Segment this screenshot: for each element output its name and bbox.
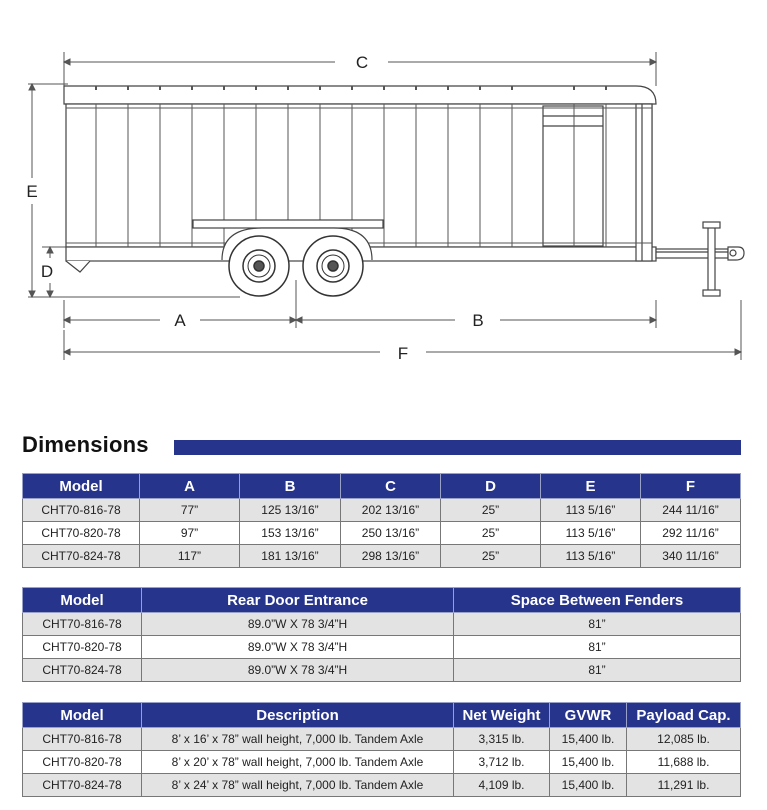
tongue-and-jack <box>656 222 744 296</box>
table-cell: 113 5/16” <box>541 545 641 568</box>
column-header: GVWR <box>550 703 627 728</box>
table-cell: 8’ x 20’ x 78” wall height, 7,000 lb. Tandem Axle <box>142 751 454 774</box>
heading-accent-bar <box>174 440 741 455</box>
table-cell: 12,085 lb. <box>627 728 741 751</box>
column-header: Model <box>23 474 140 499</box>
column-header: Space Between Fenders <box>454 588 741 613</box>
table-cell: 8’ x 24’ x 78” wall height, 7,000 lb. Tandem Axle <box>142 774 454 797</box>
table-cell: 202 13/16” <box>341 499 441 522</box>
weight-table <box>22 702 741 797</box>
front-wheel-icon <box>303 236 363 296</box>
table-cell: 292 11/16” <box>641 522 741 545</box>
table-row <box>23 728 741 751</box>
table-cell: 8’ x 16’ x 78” wall height, 7,000 lb. Tandem Axle <box>142 728 454 751</box>
dimension-label-a: A <box>174 311 186 330</box>
table-cell: 25” <box>441 522 541 545</box>
table-cell: 97” <box>140 522 240 545</box>
column-header: Model <box>23 588 142 613</box>
table-cell: 89.0”W X 78 3/4”H <box>142 659 454 682</box>
table-cell: CHT70-816-78 <box>23 613 142 636</box>
dimension-label-e: E <box>26 182 38 201</box>
table-cell: 3,712 lb. <box>454 751 550 774</box>
table-cell: 89.0”W X 78 3/4”H <box>142 636 454 659</box>
table-cell: 25” <box>441 499 541 522</box>
door-fender-table <box>22 587 741 682</box>
table-header-row <box>23 703 741 728</box>
column-header: Rear Door Entrance <box>142 588 454 613</box>
rear-wheel-icon <box>229 236 289 296</box>
table-cell: 181 13/16” <box>240 545 341 568</box>
table-cell: 15,400 lb. <box>550 751 627 774</box>
table-cell: 4,109 lb. <box>454 774 550 797</box>
table-header-row <box>23 474 741 499</box>
table-cell: 15,400 lb. <box>550 728 627 751</box>
table-cell: 3,315 lb. <box>454 728 550 751</box>
table-cell: CHT70-824-78 <box>23 774 142 797</box>
table-cell: 77” <box>140 499 240 522</box>
column-header: F <box>641 474 741 499</box>
column-header: Model <box>23 703 142 728</box>
table-cell: CHT70-824-78 <box>23 659 142 682</box>
table-cell: 244 11/16” <box>641 499 741 522</box>
table-cell: 89.0”W X 78 3/4”H <box>142 613 454 636</box>
dimension-label-b: B <box>472 311 484 330</box>
column-header: D <box>441 474 541 499</box>
table-cell: 340 11/16” <box>641 545 741 568</box>
table-cell: CHT70-820-78 <box>23 522 140 545</box>
table-row <box>23 774 741 797</box>
table-cell: CHT70-816-78 <box>23 728 142 751</box>
column-header: Payload Cap. <box>627 703 741 728</box>
trailer-side-view-diagram <box>0 0 767 400</box>
table-row <box>23 499 741 522</box>
table-cell: 298 13/16” <box>341 545 441 568</box>
column-header: B <box>240 474 341 499</box>
table-row <box>23 659 741 682</box>
table-cell: 250 13/16” <box>341 522 441 545</box>
table-cell: 81” <box>454 659 741 682</box>
table-cell: 113 5/16” <box>541 499 641 522</box>
table-header-row <box>23 588 741 613</box>
table-cell: 11,688 lb. <box>627 751 741 774</box>
table-cell: 153 13/16” <box>240 522 341 545</box>
dimension-label-c: C <box>355 53 369 72</box>
table-cell: CHT70-820-78 <box>23 751 142 774</box>
column-header: Net Weight <box>454 703 550 728</box>
table-row <box>23 613 741 636</box>
section-title: Dimensions <box>22 432 149 457</box>
dimension-label-f: F <box>397 344 409 363</box>
dimensions-table <box>22 473 741 568</box>
table-cell: 25” <box>441 545 541 568</box>
table-cell: 11,291 lb. <box>627 774 741 797</box>
table-row <box>23 751 741 774</box>
table-cell: 117” <box>140 545 240 568</box>
dimension-label-d: D <box>40 262 54 281</box>
table-row <box>23 636 741 659</box>
dimension-line-ab <box>64 280 656 328</box>
table-row <box>23 545 741 568</box>
table-cell: 81” <box>454 636 741 659</box>
table-cell: CHT70-816-78 <box>23 499 140 522</box>
table-cell: CHT70-820-78 <box>23 636 142 659</box>
column-header: A <box>140 474 240 499</box>
column-header: E <box>541 474 641 499</box>
table-cell: 125 13/16” <box>240 499 341 522</box>
table-cell: CHT70-824-78 <box>23 545 140 568</box>
column-header: Description <box>142 703 454 728</box>
table-row <box>23 522 741 545</box>
table-cell: 15,400 lb. <box>550 774 627 797</box>
table-cell: 81” <box>454 613 741 636</box>
table-cell: 113 5/16” <box>541 522 641 545</box>
column-header: C <box>341 474 441 499</box>
